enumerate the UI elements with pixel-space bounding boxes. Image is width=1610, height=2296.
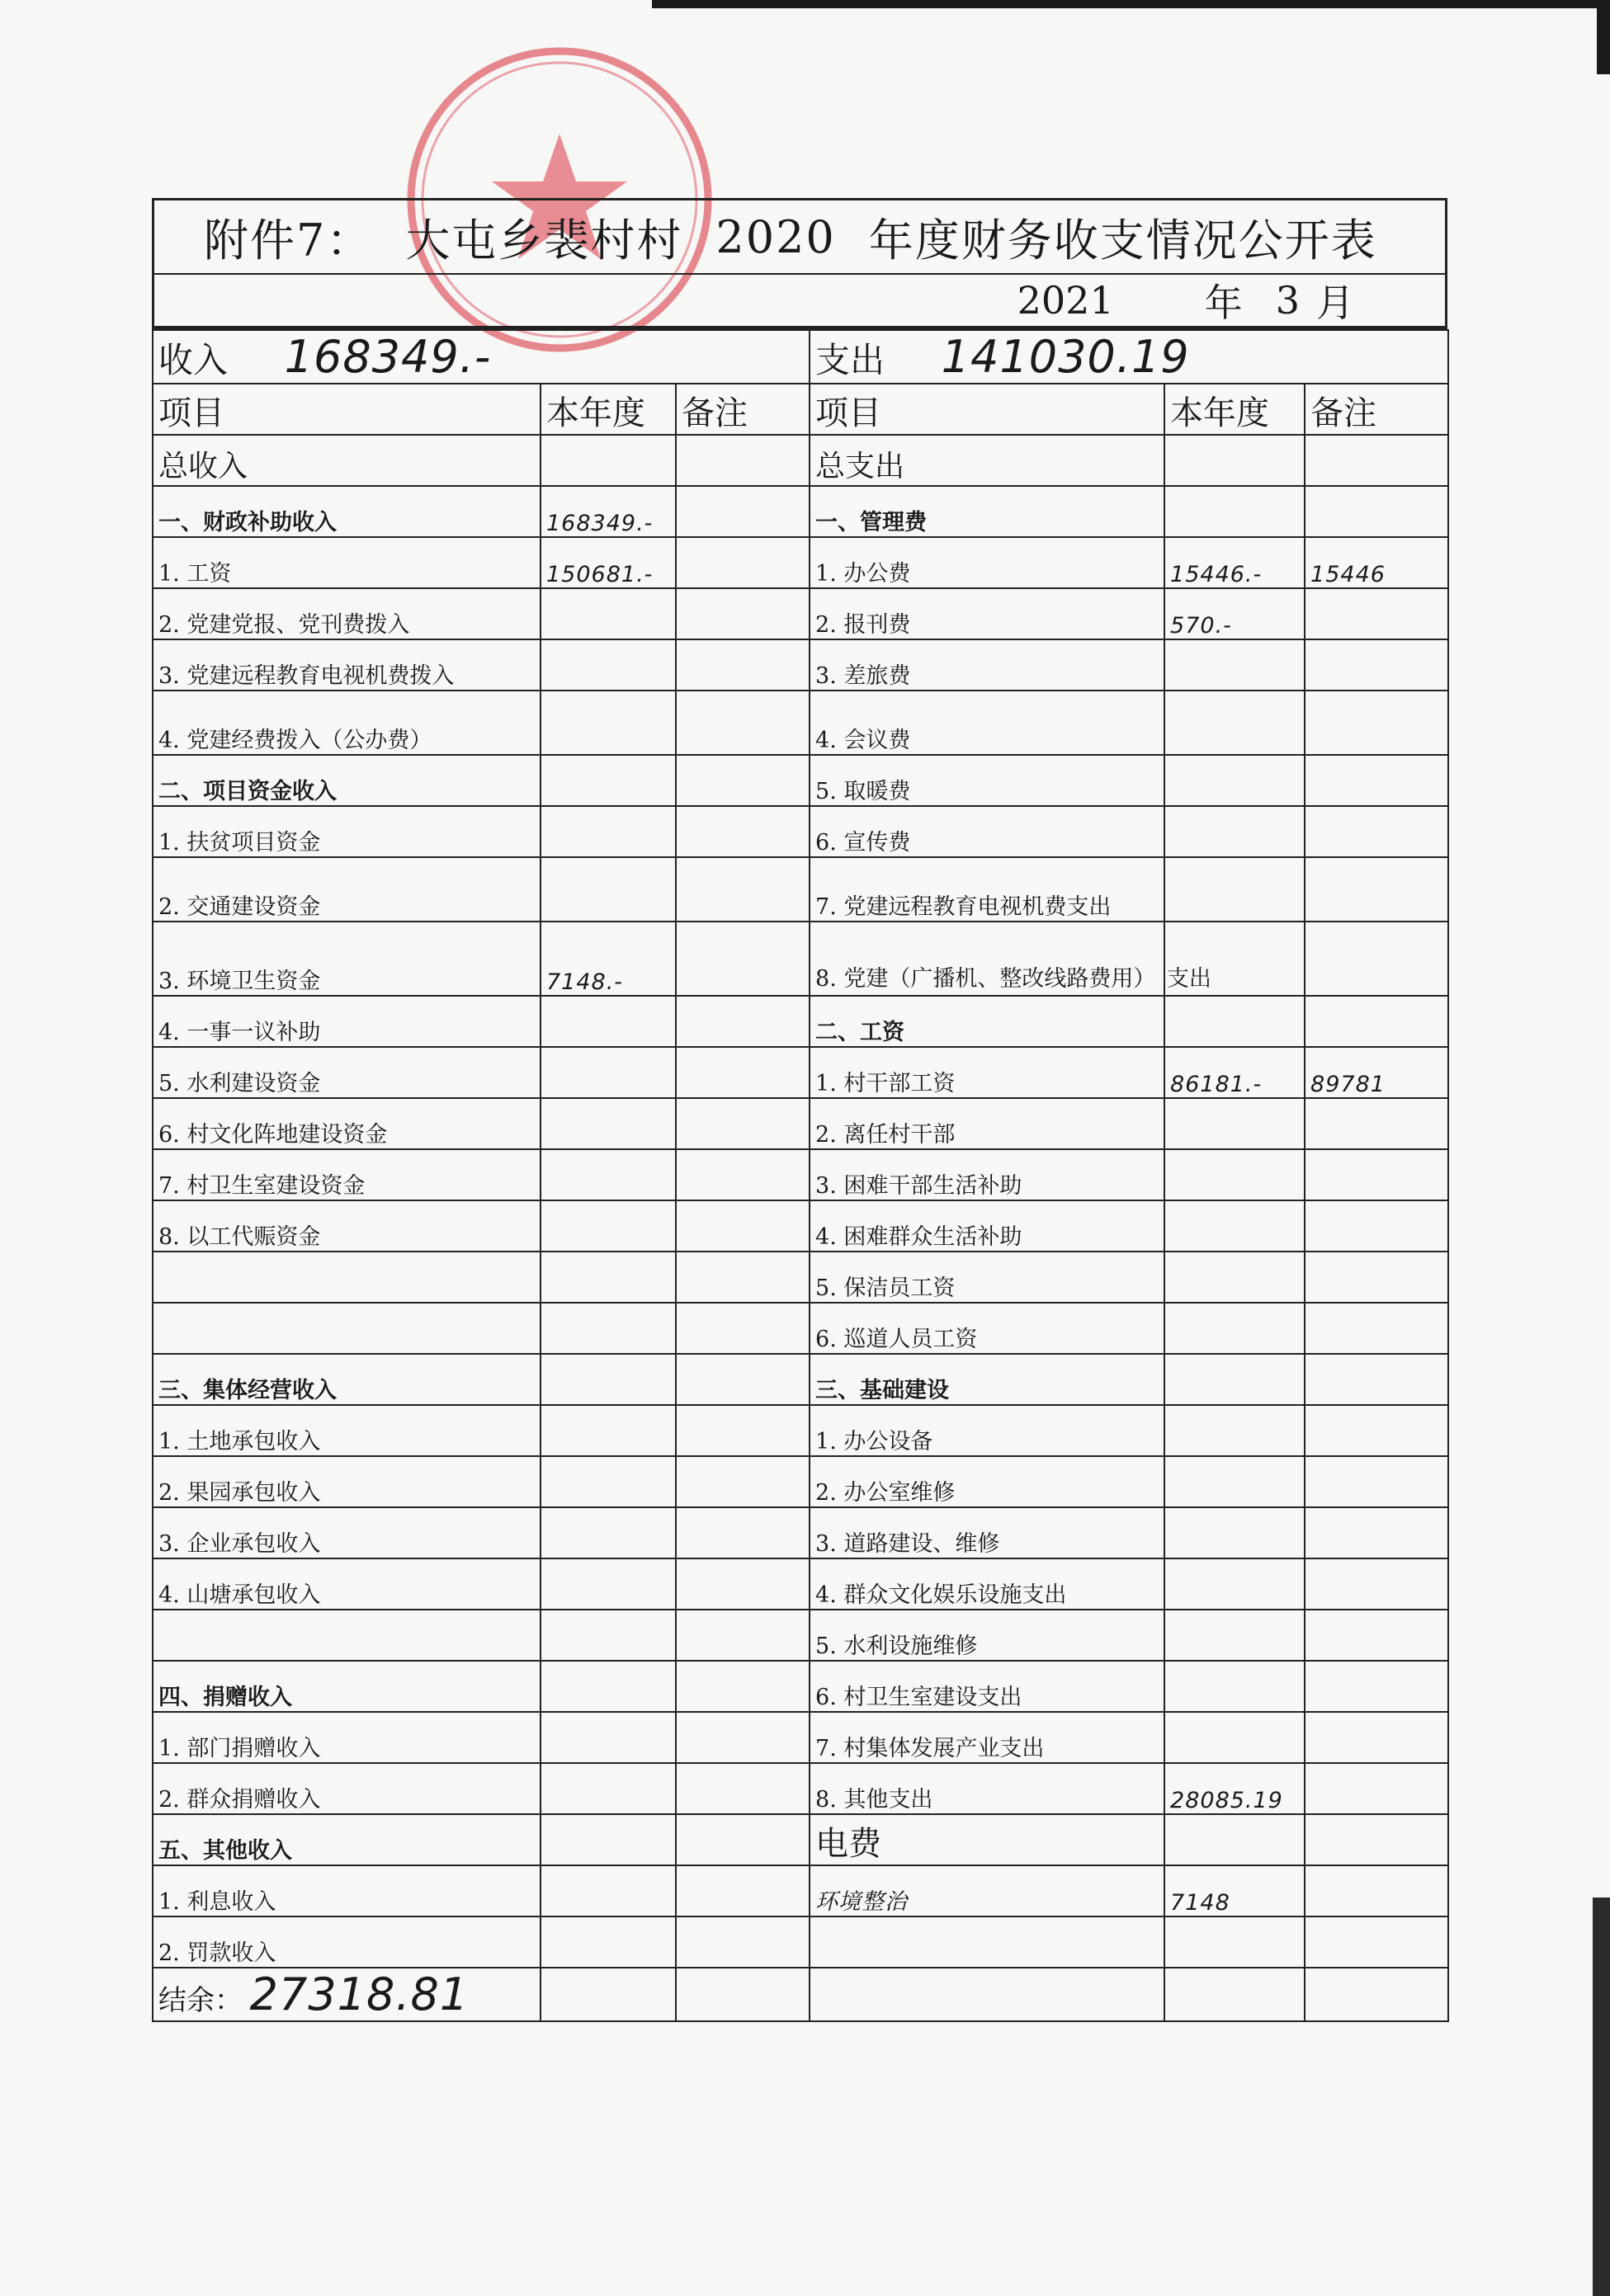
right-item-value <box>1164 1354 1305 1405</box>
right-item-label: 7. 村集体发展产业支出 <box>810 1712 1164 1763</box>
left-item-value <box>541 639 676 691</box>
balance-label: 结余： <box>158 1984 243 2017</box>
right-item-label: 8. 其他支出 <box>810 1763 1164 1814</box>
left-item-label: 五、其他收入 <box>153 1814 541 1865</box>
table-row <box>153 1865 1448 1916</box>
left-item-value <box>541 1456 676 1507</box>
scan-edge-top <box>652 0 1610 8</box>
left-item-value <box>541 691 676 755</box>
table-row <box>153 1354 1448 1405</box>
right-item-remark <box>1305 1814 1448 1865</box>
left-item-remark <box>676 1916 810 1968</box>
left-item-remark <box>676 1354 810 1405</box>
expense-value: 141030.19 <box>941 331 1190 383</box>
left-item-value <box>541 1354 676 1405</box>
left-item-label: 二、项目资金收入 <box>153 755 541 806</box>
left-total-label: 总收入 <box>153 435 541 486</box>
left-item-value <box>541 1098 676 1149</box>
left-item-label: 4. 一事一议补助 <box>153 996 541 1047</box>
balance-cell <box>153 1968 541 2021</box>
right-item-value: 570.- <box>1164 588 1305 639</box>
table-row <box>153 996 1448 1047</box>
title-village: 大屯乡裴村村 <box>405 214 683 266</box>
left-item-remark <box>676 486 810 537</box>
left-item-remark <box>676 1047 810 1098</box>
right-item-label: 6. 宣传费 <box>810 806 1164 857</box>
right-item-label: 5. 保洁员工资 <box>810 1252 1164 1303</box>
left-item-label: 5. 水利建设资金 <box>153 1047 541 1098</box>
right-item-label: 1. 办公费 <box>810 537 1164 588</box>
left-item-label: 1. 部门捐赠收入 <box>153 1712 541 1763</box>
income-label: 收入 <box>158 340 229 380</box>
right-item-label: 1. 村干部工资 <box>810 1047 1164 1098</box>
expense-label: 支出 <box>815 340 885 380</box>
left-item-value <box>541 755 676 806</box>
left-item-label: 4. 山塘承包收入 <box>153 1558 541 1610</box>
right-item-remark <box>1305 806 1448 857</box>
left-item-remark <box>676 806 810 857</box>
left-item-value: 168349.- <box>541 486 676 537</box>
left-item-remark <box>676 922 810 996</box>
left-item-value <box>541 1763 676 1814</box>
balance-value: 27318.81 <box>249 1968 470 2020</box>
left-item-label: 2. 党建党报、党刊费拨入 <box>153 588 541 639</box>
table-row <box>153 691 1448 755</box>
left-item-label: 1. 利息收入 <box>153 1865 541 1916</box>
left-item-remark <box>676 1149 810 1200</box>
right-item-label: 2. 办公室维修 <box>810 1456 1164 1507</box>
left-item-label: 1. 扶贫项目资金 <box>153 806 541 857</box>
left-item-label: 四、捐赠收入 <box>153 1661 541 1712</box>
left-item-value <box>541 1610 676 1661</box>
right-header-current: 本年度 <box>1164 384 1305 435</box>
income-total-cell <box>153 330 810 384</box>
title-attachment: 附件7： <box>204 214 373 266</box>
scan-edge-right-lower <box>1593 1898 1610 2296</box>
table-row <box>153 1712 1448 1763</box>
left-item-label: 3. 党建远程教育电视机费拨入 <box>153 639 541 691</box>
left-header-item: 项目 <box>153 384 541 435</box>
right-item-remark <box>1305 1507 1448 1558</box>
table-row <box>153 1661 1448 1712</box>
right-item-value <box>1164 1916 1305 1968</box>
right-item-label: 6. 村卫生室建设支出 <box>810 1661 1164 1712</box>
table-row <box>153 1763 1448 1814</box>
date-row <box>152 275 1447 329</box>
left-item-label: 1. 土地承包收入 <box>153 1405 541 1456</box>
right-item-value: 86181.- <box>1164 1047 1305 1098</box>
left-header-remarks: 备注 <box>676 384 810 435</box>
left-item-label: 2. 交通建设资金 <box>153 857 541 922</box>
left-item-remark <box>676 1558 810 1610</box>
left-item-value <box>541 857 676 922</box>
right-item-value <box>1164 486 1305 537</box>
table-row <box>153 1303 1448 1354</box>
left-item-remark <box>676 857 810 922</box>
right-item-label: 5. 取暖费 <box>810 755 1164 806</box>
right-header-remarks: 备注 <box>1305 384 1448 435</box>
left-item-label <box>153 1252 541 1303</box>
left-item-value <box>541 1047 676 1098</box>
left-item-label: 三、集体经营收入 <box>153 1354 541 1405</box>
table-row <box>153 1456 1448 1507</box>
left-item-value <box>541 1149 676 1200</box>
left-item-label: 4. 党建经费拨入（公办费） <box>153 691 541 755</box>
right-item-label: 4. 会议费 <box>810 691 1164 755</box>
right-item-remark <box>1305 691 1448 755</box>
left-item-value <box>541 1252 676 1303</box>
left-item-value <box>541 1558 676 1610</box>
left-item-label <box>153 1610 541 1661</box>
table-row <box>153 1507 1448 1558</box>
right-item-remark <box>1305 1252 1448 1303</box>
right-item-remark <box>1305 1200 1448 1252</box>
right-item-value <box>1164 1661 1305 1712</box>
table-row <box>153 1558 1448 1610</box>
right-item-value <box>1164 1252 1305 1303</box>
left-item-remark <box>676 1610 810 1661</box>
grand-total-row <box>153 435 1448 486</box>
right-item-value <box>1164 1558 1305 1610</box>
table-row <box>153 1814 1448 1865</box>
left-item-remark <box>676 1507 810 1558</box>
right-item-value: 28085.19 <box>1164 1763 1305 1814</box>
left-item-remark <box>676 996 810 1047</box>
left-item-remark <box>676 639 810 691</box>
left-item-remark <box>676 588 810 639</box>
right-item-label: 环境整治 <box>810 1865 1164 1916</box>
left-item-label: 3. 企业承包收入 <box>153 1507 541 1558</box>
left-item-remark <box>676 1712 810 1763</box>
left-item-remark <box>676 755 810 806</box>
right-item-label: 3. 道路建设、维修 <box>810 1507 1164 1558</box>
finance-table <box>152 329 1449 2022</box>
right-item-label: 2. 报刊费 <box>810 588 1164 639</box>
date-month-label: 月 <box>1316 281 1354 325</box>
right-item-value <box>1164 1098 1305 1149</box>
left-item-remark <box>676 1763 810 1814</box>
right-item-label: 3. 差旅费 <box>810 639 1164 691</box>
finance-table-sheet <box>152 198 1447 2022</box>
right-item-remark <box>1305 1661 1448 1712</box>
totals-row <box>153 330 1448 384</box>
table-row <box>153 806 1448 857</box>
right-item-remark <box>1305 996 1448 1047</box>
left-item-value <box>541 1661 676 1712</box>
table-row <box>153 922 1448 996</box>
left-item-value: 7148.- <box>541 922 676 996</box>
right-item-value <box>1164 806 1305 857</box>
right-item-value <box>1164 691 1305 755</box>
left-item-value <box>541 1507 676 1558</box>
left-item-remark <box>676 1200 810 1252</box>
header-row <box>153 384 1448 435</box>
right-item-label: 8. 党建（广播机、整改线路费用） 支出 <box>810 922 1164 996</box>
right-item-label: 一、管理费 <box>810 486 1164 537</box>
left-item-value: 150681.- <box>541 537 676 588</box>
table-row <box>153 1149 1448 1200</box>
right-item-remark <box>1305 1303 1448 1354</box>
right-item-value <box>1164 1814 1305 1865</box>
right-item-value <box>1164 1610 1305 1661</box>
title-year: 2020 <box>715 210 836 263</box>
table-row <box>153 1098 1448 1149</box>
right-item-remark <box>1305 1149 1448 1200</box>
right-item-remark <box>1305 1558 1448 1610</box>
title-name: 年度财务收支情况公开表 <box>868 214 1377 266</box>
right-item-remark <box>1305 1610 1448 1661</box>
right-total-label: 总支出 <box>810 435 1164 486</box>
right-item-value: 7148 <box>1164 1865 1305 1916</box>
left-item-remark <box>676 1098 810 1149</box>
table-row <box>153 588 1448 639</box>
left-item-label: 一、财政补助收入 <box>153 486 541 537</box>
right-item-label: 2. 离任村干部 <box>810 1098 1164 1149</box>
right-item-remark <box>1305 755 1448 806</box>
right-item-value <box>1164 1507 1305 1558</box>
left-item-label <box>153 1303 541 1354</box>
left-item-value <box>541 1916 676 1968</box>
right-item-value <box>1164 857 1305 922</box>
left-item-remark <box>676 1456 810 1507</box>
right-item-value: 15446.- <box>1164 537 1305 588</box>
table-row <box>153 1405 1448 1456</box>
table-row <box>153 857 1448 922</box>
right-item-label: 三、基础建设 <box>810 1354 1164 1405</box>
right-item-value <box>1164 1712 1305 1763</box>
table-row <box>153 537 1448 588</box>
right-item-remark <box>1305 639 1448 691</box>
right-item-remark: 89781 <box>1305 1047 1448 1098</box>
left-item-value <box>541 996 676 1047</box>
right-item-remark <box>1305 1354 1448 1405</box>
right-item-label: 4. 群众文化娱乐设施支出 <box>810 1558 1164 1610</box>
right-item-value <box>1164 1200 1305 1252</box>
right-item-remark <box>1305 1712 1448 1763</box>
left-item-label: 2. 群众捐赠收入 <box>153 1763 541 1814</box>
right-item-value <box>1164 1456 1305 1507</box>
table-row <box>153 755 1448 806</box>
right-item-value <box>1164 996 1305 1047</box>
right-item-label: 电费 <box>810 1814 1164 1865</box>
table-row <box>153 1200 1448 1252</box>
right-item-remark <box>1305 1865 1448 1916</box>
table-row <box>153 1047 1448 1098</box>
table-row <box>153 1916 1448 1968</box>
left-item-label: 2. 果园承包收入 <box>153 1456 541 1507</box>
right-item-label: 二、工资 <box>810 996 1164 1047</box>
left-item-label: 8. 以工代赈资金 <box>153 1200 541 1252</box>
table-row <box>153 639 1448 691</box>
right-item-value <box>1164 1303 1305 1354</box>
left-item-remark <box>676 691 810 755</box>
income-value: 168349.- <box>284 331 492 383</box>
left-item-remark <box>676 1405 810 1456</box>
left-item-value <box>541 806 676 857</box>
right-item-label: 7. 党建远程教育电视机费支出 <box>810 857 1164 922</box>
date-month: 3 <box>1275 278 1300 323</box>
table-row <box>153 1610 1448 1661</box>
left-item-remark <box>676 1865 810 1916</box>
right-item-value <box>1164 1405 1305 1456</box>
right-item-label: 4. 困难群众生活补助 <box>810 1200 1164 1252</box>
left-item-remark <box>676 537 810 588</box>
right-item-remark: 15446 <box>1305 537 1448 588</box>
right-item-remark <box>1305 1405 1448 1456</box>
left-item-value <box>541 1303 676 1354</box>
right-item-remark <box>1305 588 1448 639</box>
right-item-remark <box>1305 1916 1448 1968</box>
left-item-label: 1. 工资 <box>153 537 541 588</box>
right-item-remark <box>1305 1098 1448 1149</box>
right-header-item: 项目 <box>810 384 1164 435</box>
left-item-remark <box>676 1303 810 1354</box>
left-item-value <box>541 1712 676 1763</box>
right-item-value <box>1164 639 1305 691</box>
left-item-value <box>541 1200 676 1252</box>
right-item-label <box>810 1916 1164 1968</box>
left-item-label: 6. 村文化阵地建设资金 <box>153 1098 541 1149</box>
expense-total-cell <box>810 330 1448 384</box>
left-item-label: 3. 环境卫生资金 <box>153 922 541 996</box>
balance-row <box>153 1968 1448 2021</box>
left-header-current: 本年度 <box>541 384 676 435</box>
left-item-remark <box>676 1252 810 1303</box>
table-row <box>153 486 1448 537</box>
left-item-remark <box>676 1661 810 1712</box>
left-item-value <box>541 1865 676 1916</box>
right-item-label: 6. 巡道人员工资 <box>810 1303 1164 1354</box>
left-item-remark <box>676 1814 810 1865</box>
right-item-remark <box>1305 1456 1448 1507</box>
right-item-remark <box>1305 922 1448 996</box>
table-row <box>153 1252 1448 1303</box>
date-year: 2021 <box>1017 278 1114 323</box>
right-item-label: 5. 水利设施维修 <box>810 1610 1164 1661</box>
left-item-label: 2. 罚款收入 <box>153 1916 541 1968</box>
right-item-value <box>1164 1149 1305 1200</box>
right-item-remark <box>1305 486 1448 537</box>
date-year-label: 年 <box>1204 281 1243 325</box>
right-item-remark <box>1305 857 1448 922</box>
right-item-label: 3. 困难干部生活补助 <box>810 1149 1164 1200</box>
left-item-value <box>541 1405 676 1456</box>
right-item-value <box>1164 755 1305 806</box>
left-item-value <box>541 588 676 639</box>
table-title <box>152 198 1447 275</box>
scan-edge-right <box>1597 0 1610 74</box>
right-item-remark <box>1305 1763 1448 1814</box>
left-item-value <box>541 1814 676 1865</box>
right-item-label: 1. 办公设备 <box>810 1405 1164 1456</box>
left-item-label: 7. 村卫生室建设资金 <box>153 1149 541 1200</box>
